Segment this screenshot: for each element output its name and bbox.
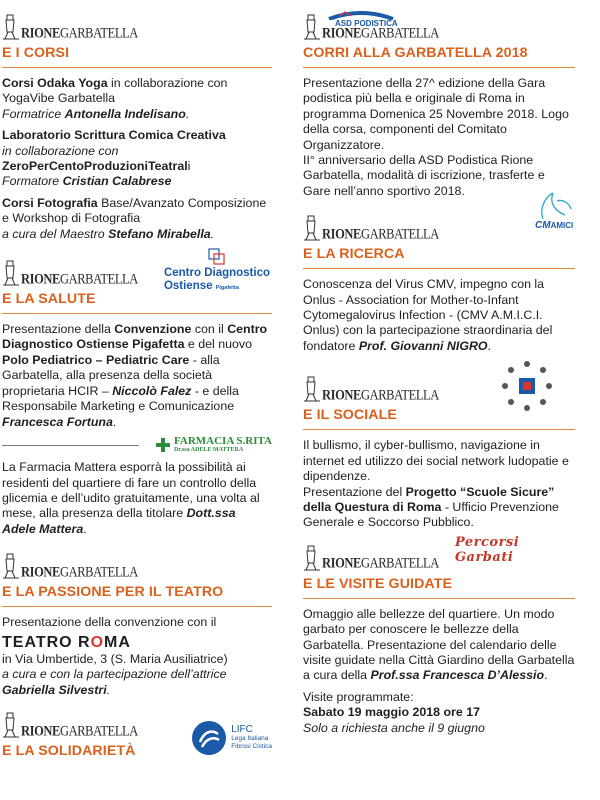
teatro-roma-logo: TEATRO ROMA xyxy=(2,633,131,651)
rione-garbatella-logo: RIONEGARBATELLA xyxy=(2,260,138,286)
gasometer-icon xyxy=(303,376,321,402)
section-teatro xyxy=(2,545,272,698)
paragraph: Laboratorio Scrittura Comica Creativa in collaborazione con ZeroPerCentoProduzioniTeatrali Formatore Cristian Calabrese xyxy=(2,128,226,189)
paragraph: Presentazione del Progetto “Scuole Sicure” della Questura di Roma - Ufficio Prevenzione Generale e Soccorso Pubblico. xyxy=(303,484,559,530)
section-sociale xyxy=(303,368,575,530)
paragraph: Corsi Fotografia Base/Avanzato Composizione e Workshop di Fotografia a cura del Maestro Stefano Mirabella. xyxy=(2,195,267,241)
section-heading: CORRI ALLA GARBATELLA 2018 xyxy=(303,45,575,68)
section-heading: E I CORSI xyxy=(2,45,272,68)
paragraph: Presentazione della convenzione con il xyxy=(2,615,217,630)
section-heading: E IL SOCIALE xyxy=(303,407,575,430)
section-corsi xyxy=(2,0,272,242)
lifc-circle-icon xyxy=(191,720,227,756)
pharmacy-row xyxy=(2,436,272,454)
gasometer-icon xyxy=(2,712,20,738)
rione-garbatella-logo: RIONEGARBATELLA xyxy=(303,545,439,571)
rione-garbatella-logo: RIONEGARBATELLA xyxy=(303,376,439,402)
section-body xyxy=(2,76,272,242)
section-body xyxy=(2,322,272,537)
paragraph: II° anniversario della ASD Podistica Rione Garbatella, modalità di iscrizione, trasferte e Gare nell’anno sportivo 2018. xyxy=(303,153,545,198)
paragraph: Il bullismo, il cyber-bullismo, navigazione in internet ed utilizzo dei social network ludopatie e dipendenze. xyxy=(303,438,569,484)
section-heading: E LE VISITE GUIDATE xyxy=(303,576,575,599)
medical-cross-icon xyxy=(208,248,226,266)
section-body xyxy=(303,277,575,354)
section-visite xyxy=(303,534,575,736)
section-solidarieta xyxy=(2,704,272,765)
paragraph: Corsi Odaka Yoga in collaborazione con YogaVibe Garbatella Formatrice Antonella Indelisano. xyxy=(2,76,228,121)
logo-row xyxy=(303,0,575,40)
logo-row xyxy=(2,545,272,579)
section-heading: E LA PASSIONE PER IL TEATRO xyxy=(2,584,272,607)
gasometer-icon xyxy=(2,14,20,40)
section-heading: E LA RICERCA xyxy=(303,246,575,269)
rione-garbatella-logo: RIONEGARBATELLA xyxy=(303,215,439,241)
rione-garbatella-logo: RIONEGARBATELLA xyxy=(2,14,138,40)
scuole-sicure-logo xyxy=(499,358,555,419)
paragraph: La Farmacia Mattera esporrà la possibilità ai residenti del quartiere di fare un controllo della glicemia e dell’udito gratuitamente, una volta al mese, alla presenza della titolare Dott.ssa Adele Mattera. xyxy=(2,460,260,536)
section-heading: E LA SALUTE xyxy=(2,291,272,314)
podistica-banner-icon xyxy=(321,10,401,20)
gasometer-icon xyxy=(2,260,20,286)
farmacia-logo: FARMACIA S.RITA Dr.ssa ADELE MATTERA xyxy=(155,436,272,454)
logo-row xyxy=(2,0,272,40)
left-column xyxy=(2,0,272,765)
logo-row xyxy=(303,534,575,572)
mother-child-icon xyxy=(535,191,575,221)
rione-garbatella-logo: ASD PODISTICA RIONEGARBATELLA xyxy=(303,10,439,41)
paragraph: in Via Umbertide, 3 (S. Maria Ausiliatrice) a cura e con la partecipazione dell’attrice Gabriella Silvestri. xyxy=(2,651,228,697)
section-heading: E LA SOLIDARIETÀ xyxy=(2,743,136,760)
paragraph: Visite programmate: Sabato 19 maggio 2018 ore 17 Solo a richiesta anche il 9 giugno xyxy=(303,689,485,735)
rione-garbatella-logo: RIONEGARBATELLA xyxy=(2,712,138,738)
section-body xyxy=(303,438,575,530)
right-column xyxy=(303,0,575,742)
section-corsa xyxy=(303,0,575,199)
section-ricerca xyxy=(303,207,575,354)
gasometer-icon xyxy=(2,553,20,579)
paragraph: Conoscenza del Virus CMV, impegno con la Onlus - Association for Mother-to-Infant Cytomegalovirus Infection - (CMV A.M.I.C.I. Onlus) con la partecipazione straordinaria del fondatore Prof. Giovanni NIGRO. xyxy=(303,277,553,353)
paragraph: Presentazione della 27^ edizione della Gara podistica più bella e originale di Roma in programma Domenica 25 Novembre 2018. Logo della corsa, componenti del Comitato Organizzatore. xyxy=(303,76,569,152)
centro-diagnostico-logo: Centro Diagnostico Ostiense Pigafetta xyxy=(164,248,270,292)
cmv-amici-logo: CMAMICI xyxy=(535,191,575,231)
section-salute xyxy=(2,248,272,537)
divider xyxy=(2,445,139,446)
section-body xyxy=(2,615,272,698)
rione-garbatella-logo: RIONEGARBATELLA xyxy=(2,553,138,579)
people-circle-icon xyxy=(499,358,555,414)
paragraph: Presentazione della Convenzione con il Centro Diagnostico Ostiense Pigafetta e del nuovo Polo Pediatrico – Pediatric Care - alla Garbatella, alla presenza della società proprietaria HCIR – Niccolò Falez - e della Responsabile Marketing e Comunicazione Francesca Fortuna. xyxy=(2,322,268,429)
section-body xyxy=(303,607,575,736)
gasometer-icon xyxy=(303,14,321,40)
gasometer-icon xyxy=(303,545,321,571)
section-body xyxy=(303,76,575,199)
gasometer-icon xyxy=(303,215,321,241)
green-cross-icon xyxy=(155,437,171,453)
paragraph: Omaggio alle bellezze del quartiere. Un modo garbato per conoscere le bellezze della Garbatella. Presentazione del calendario delle visite guidate nella Città Giardino della Garbatella a cura della Prof.ssa Francesca D’Alessio. xyxy=(303,606,575,683)
percorsi-garbati-logo: Percorsi Garbati xyxy=(454,534,520,565)
lifc-logo: LIFC Lega Italiana Fibrosi Cistica xyxy=(191,720,272,756)
